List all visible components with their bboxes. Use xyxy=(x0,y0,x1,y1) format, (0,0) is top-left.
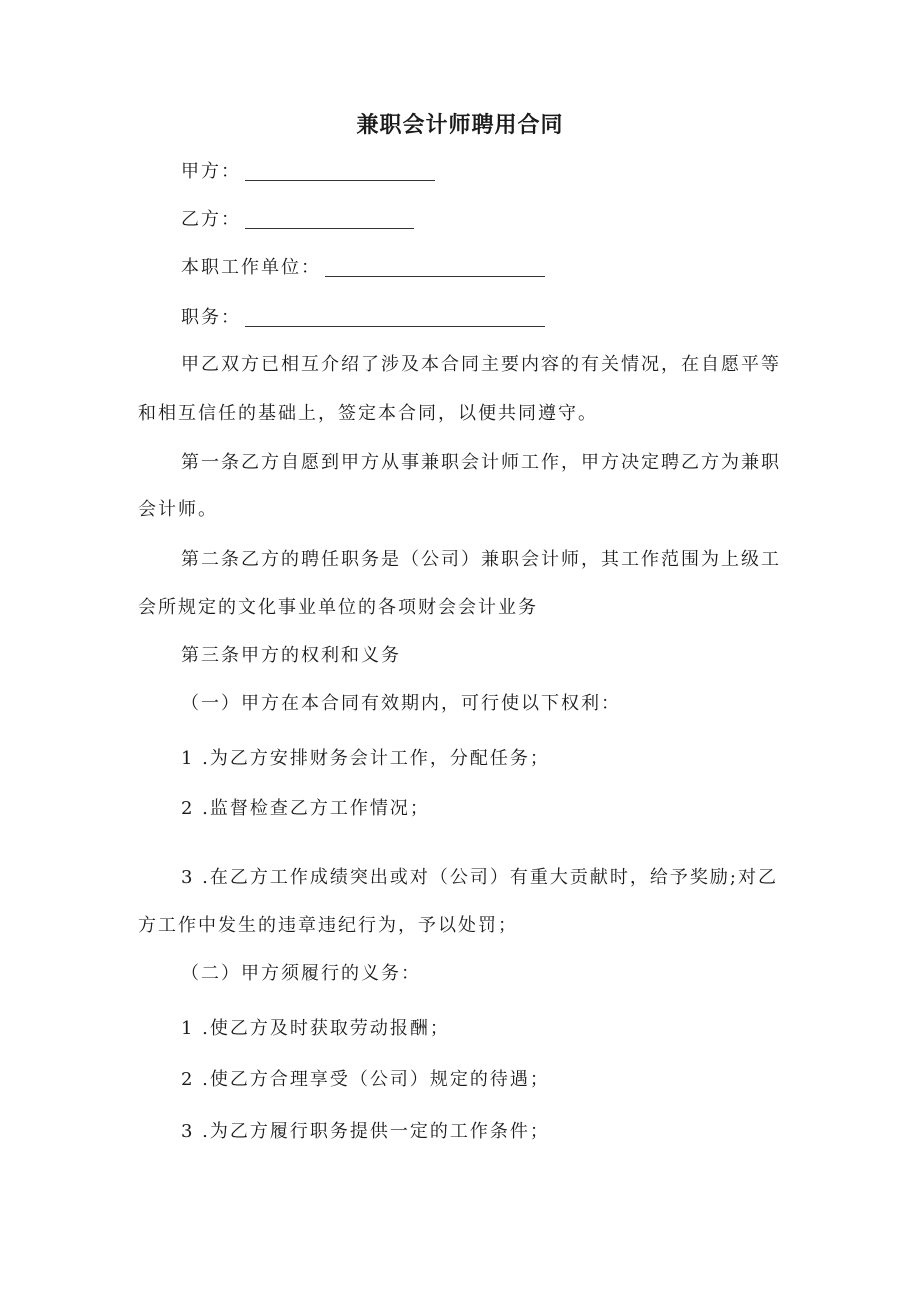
duty-item-2: 2 .使乙方合理享受（公司）规定的待遇； xyxy=(181,1069,550,1090)
article-2-line-1: 第二条乙方的聘任职务是（公司）兼职会计师，其工作范围为上级工 xyxy=(181,549,781,570)
article-3-heading: 第三条甲方的权利和义务 xyxy=(181,645,401,666)
party-a-field xyxy=(181,160,435,184)
duty-item-3: 3 .为乙方履行职务提供一定的工作条件； xyxy=(181,1121,550,1142)
article-1-line-2: 会计师。 xyxy=(138,499,218,520)
party-b-field xyxy=(181,208,414,232)
position-field xyxy=(181,306,545,330)
right-item-2: 2 .监督检查乙方工作情况； xyxy=(181,798,430,819)
intro-line-1: 甲乙双方已相互介绍了涉及本合同主要内容的有关情况，在自愿平等 xyxy=(181,354,781,375)
workplace-blank xyxy=(325,258,545,277)
right-item-3-line-2: 方工作中发生的违章违纪行为，予以处罚； xyxy=(138,915,518,936)
party-b-blank xyxy=(245,210,414,229)
duty-item-1: 1 .使乙方及时获取劳动报酬； xyxy=(181,1018,450,1039)
position-blank xyxy=(245,308,545,327)
workplace-field xyxy=(181,256,545,280)
right-item-1: 1 .为乙方安排财务会计工作，分配任务； xyxy=(181,748,550,769)
article-1-line-1: 第一条乙方自愿到甲方从事兼职会计师工作，甲方决定聘乙方为兼职 xyxy=(181,452,781,473)
party-a-blank xyxy=(245,162,435,181)
duties-heading: （二）甲方须履行的义务： xyxy=(181,963,421,984)
right-item-3-line-1: 3 .在乙方工作成绩突出或对（公司）有重大贡献时，给予奖励;对乙 xyxy=(181,867,778,888)
party-a-label: 甲方： xyxy=(181,161,241,182)
party-b-label: 乙方： xyxy=(181,209,241,230)
intro-line-2: 和相互信任的基础上，签定本合同，以便共同遵守。 xyxy=(138,403,598,424)
workplace-label: 本职工作单位： xyxy=(181,257,321,278)
article-2-line-2: 会所规定的文化事业单位的各项财会会计业务 xyxy=(138,597,538,618)
document-title: 兼职会计师聘用合同 xyxy=(356,113,564,138)
position-label: 职务： xyxy=(181,307,241,328)
rights-heading: （一）甲方在本合同有效期内，可行使以下权利： xyxy=(181,693,621,714)
